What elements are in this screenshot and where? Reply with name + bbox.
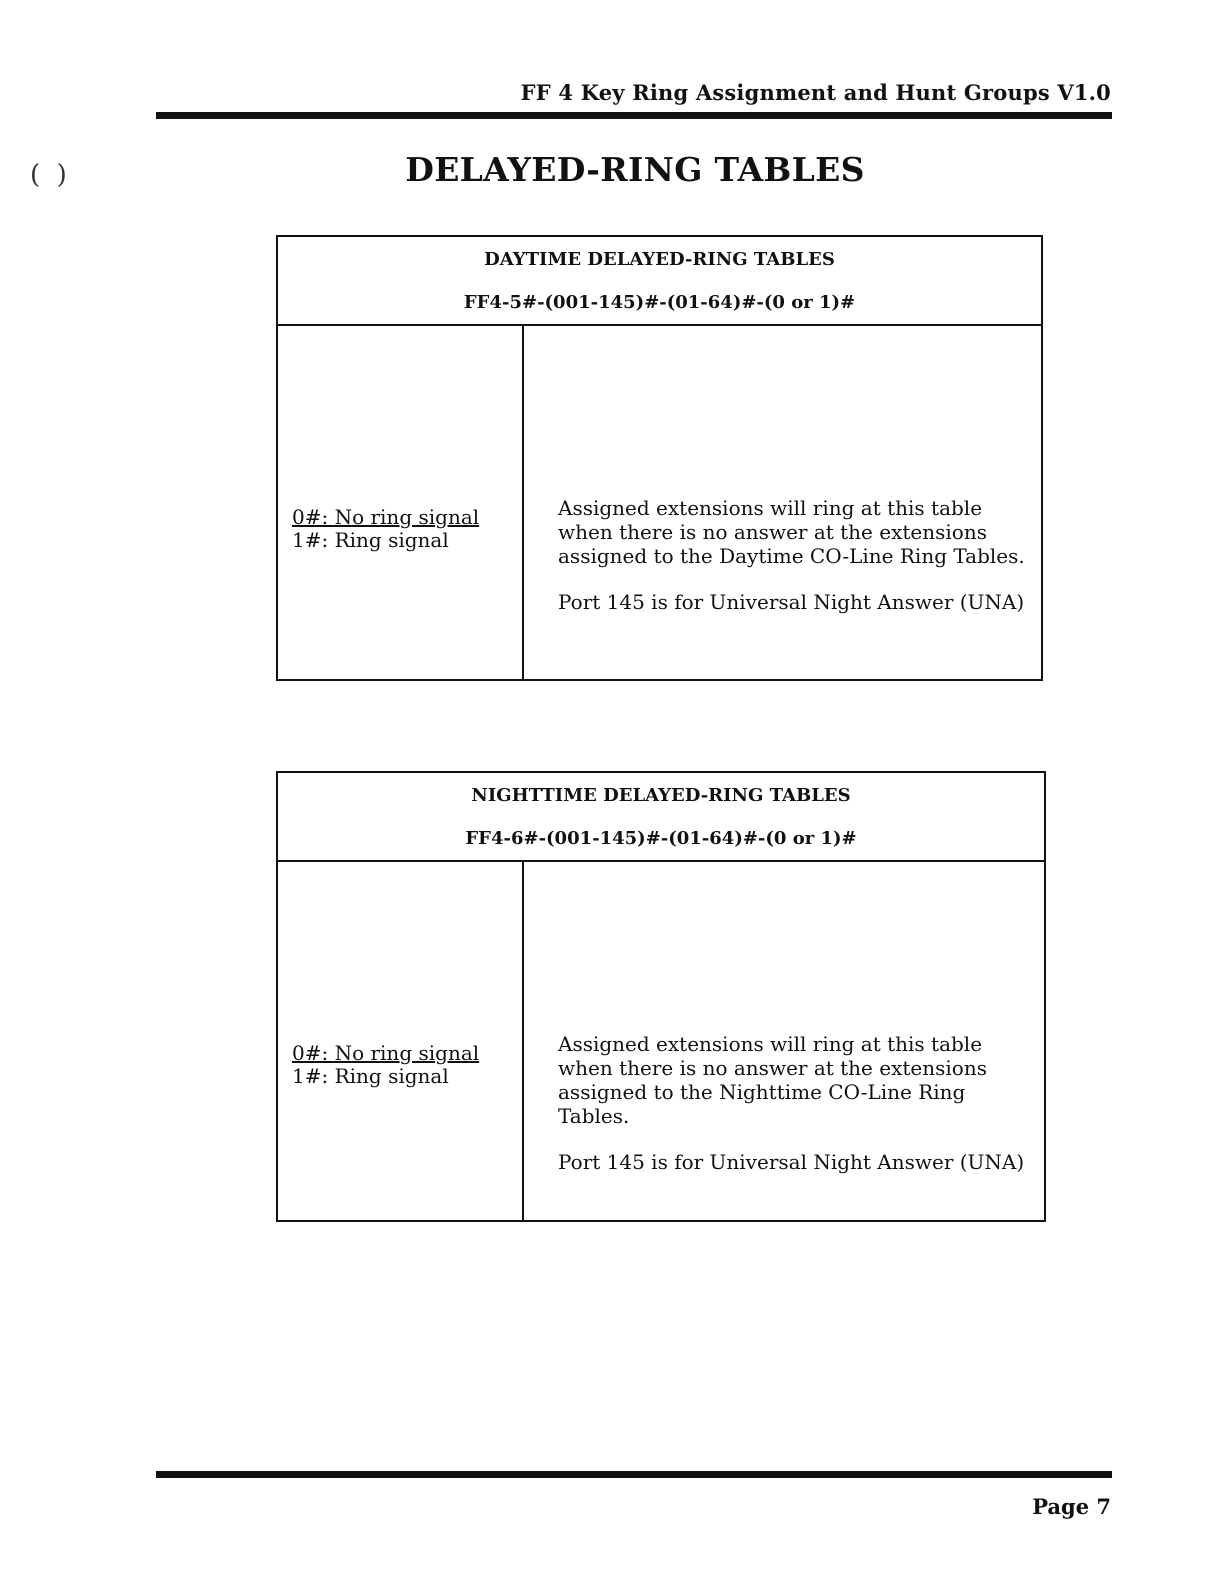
description-text: Assigned extensions will ring at this table when there is no answer at the extensions assigned to the Nighttime CO-Line Ring Tables. xyxy=(558,1032,987,1128)
table-header xyxy=(278,237,1041,326)
options-column xyxy=(292,506,479,552)
page-title: DELAYED-RING TABLES xyxy=(405,150,865,189)
table-header xyxy=(278,773,1044,862)
daytime-delayed-ring-table xyxy=(276,235,1043,681)
column-divider xyxy=(522,326,524,679)
feature-code: FF4-5#-(001-145)#-(01-64)#-(0 or 1)# xyxy=(463,292,856,313)
options-column xyxy=(292,1042,479,1088)
description-column xyxy=(558,496,1036,614)
header-rule xyxy=(156,112,1112,119)
option-no-ring: 0#: No ring signal xyxy=(292,1041,480,1065)
port-note: Port 145 is for Universal Night Answer (UNA) xyxy=(558,1150,1025,1174)
table-body xyxy=(278,862,1044,1220)
nighttime-delayed-ring-table xyxy=(276,771,1046,1222)
footer-rule xyxy=(156,1471,1112,1478)
column-divider xyxy=(522,862,524,1220)
feature-code: FF4-6#-(001-145)#-(01-64)#-(0 or 1)# xyxy=(465,828,857,849)
description-column xyxy=(558,1032,1036,1174)
table-body xyxy=(278,326,1041,679)
option-ring: 1#: Ring signal xyxy=(292,1064,449,1088)
table-name: NIGHTTIME DELAYED-RING TABLES xyxy=(471,785,851,806)
description-text: Assigned extensions will ring at this table when there is no answer at the extensions assigned to the Daytime CO-Line Ring Tables. xyxy=(558,496,1025,568)
punch-hole-mark: ( ) xyxy=(30,160,67,190)
running-header: FF 4 Key Ring Assignment and Hunt Groups V1.0 xyxy=(520,80,1111,105)
page-number: Page 7 xyxy=(1032,1494,1111,1519)
option-ring: 1#: Ring signal xyxy=(292,528,449,552)
option-no-ring: 0#: No ring signal xyxy=(292,505,480,529)
port-note: Port 145 is for Universal Night Answer (UNA) xyxy=(558,590,1025,614)
table-name: DAYTIME DELAYED-RING TABLES xyxy=(484,249,835,270)
